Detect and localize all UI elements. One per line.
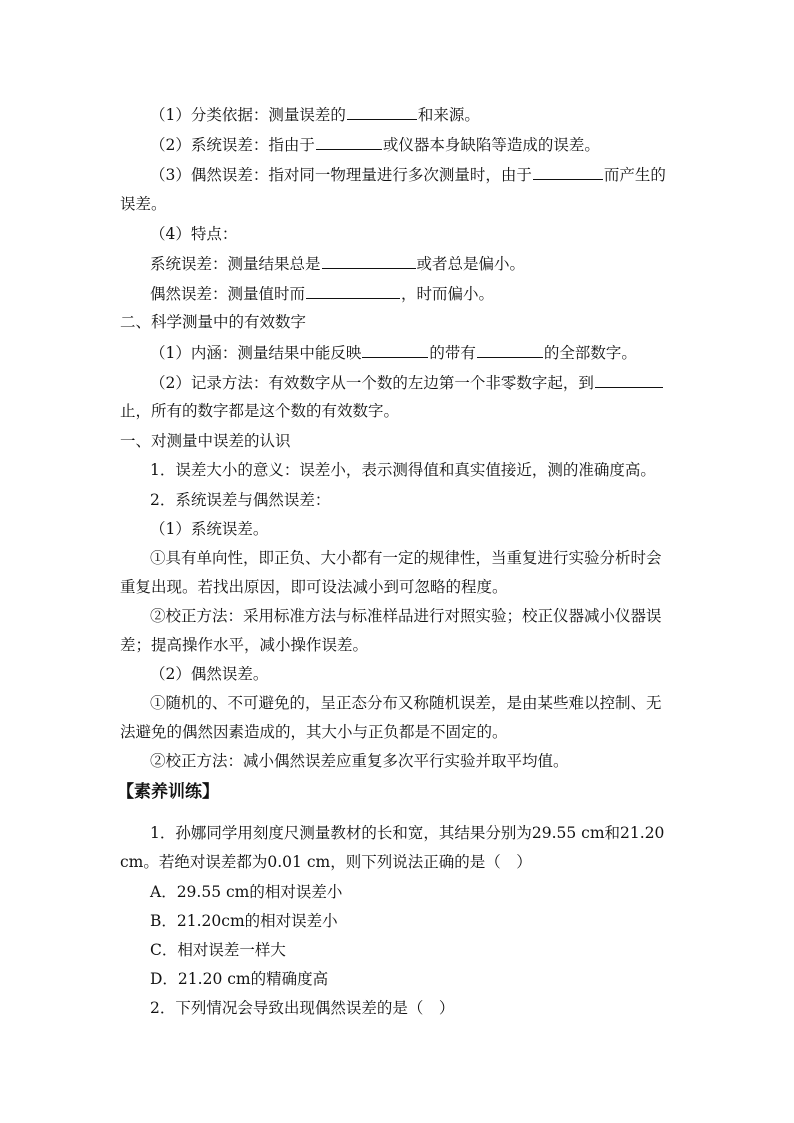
paragraph: ②校正方法：采用标准方法与标准样品进行对照实验；校正仪器减小仪器误 [150,607,662,625]
option-a[interactable]: A．29.55 cm的相对误差小 [150,883,343,901]
text-segment: 或者总是偏小。 [416,255,526,273]
fill-blank[interactable] [306,283,400,299]
sig-figs-meaning [150,342,637,363]
option-b[interactable]: B．21.20cm的相对误差小 [150,912,338,930]
fill-blank[interactable] [533,164,603,180]
paragraph: 2．系统误差与偶然误差： [150,491,331,509]
paragraph: （2）偶然误差。 [150,665,269,683]
paragraph: 法避免的偶然因素造成的，其大小与正负都是不固定的。 [120,723,508,741]
features-systematic [150,253,525,274]
features-random [150,283,494,304]
text-segment: 而产生的 [603,166,666,184]
option-c[interactable]: C．相对误差一样大 [150,941,286,959]
text-segment: （2）系统误差：指由于 [150,136,315,154]
fill-blank[interactable] [316,134,382,150]
question-2: 2．下列情况会导致出现偶然误差的是（ ） [150,999,455,1017]
text-segment: 的带有 [429,344,476,362]
text-segment: 系统误差：测量结果总是 [150,255,321,273]
features-title: （4）特点： [150,225,238,243]
fill-blank[interactable] [322,253,416,269]
text-segment: （3）偶然误差：指对同一物理量进行多次测量时，由于 [150,166,532,184]
training-heading: 【素养训练】 [117,782,219,802]
classification-random [150,164,666,185]
paragraph: 重复出现。若找出原因，即可设法减小到可忽略的程度。 [120,578,508,596]
sig-figs-method [150,372,664,393]
text-segment: 和来源。 [417,106,480,124]
paragraph: 1．误差大小的意义：误差小，表示测得值和真实值接近，测的准确度高。 [150,461,656,479]
text-segment: 或仪器本身缺陷等造成的误差。 [382,136,600,154]
paragraph: ①随机的、不可避免的，呈正态分布又称随机误差，是由某些难以控制、无 [150,694,662,712]
section-understanding-title: 一、对测量中误差的认识 [120,432,291,450]
classification-basis [150,104,480,125]
section-sig-figs-title: 二、科学测量中的有效数字 [120,313,307,331]
text-segment: 的全部数字。 [543,344,637,362]
paragraph: ①具有单向性，即正负、大小都有一定的规律性，当重复进行实验分析时会 [150,549,662,567]
text-segment: （2）记录方法：有效数字从一个数的左边第一个非零数字起，到 [150,374,594,392]
text-segment: ，时而偏小。 [401,285,495,303]
paragraph: （1）系统误差。 [150,520,269,538]
option-d[interactable]: D．21.20 cm的精确度高 [150,970,329,988]
paragraph: ②校正方法：减小偶然误差应重复多次平行实验并取平均值。 [150,752,569,770]
classification-systematic [150,134,600,155]
fill-blank[interactable] [362,342,428,358]
text-segment: （1）分类依据：测量误差的 [150,106,346,124]
text-segment: 偶然误差：测量值时而 [150,285,306,303]
sig-figs-method-cont: 止，所有的数字都是这个数的有效数字。 [120,402,400,420]
fill-blank[interactable] [477,342,543,358]
text-segment: （1）内涵：测量结果中能反映 [150,344,362,362]
paragraph: 差；提高操作水平，减小操作误差。 [120,636,369,654]
question-1-line-2: cm。若绝对误差都为0.01 cm，则下列说法正确的是（ ） [120,853,532,871]
fill-blank[interactable] [595,372,663,388]
question-1-line-1: 1．孙娜同学用刻度尺测量教材的长和宽，其结果分别为29.55 cm和21.20 [150,824,665,842]
classification-random-cont: 误差。 [120,195,167,213]
fill-blank[interactable] [347,104,417,120]
